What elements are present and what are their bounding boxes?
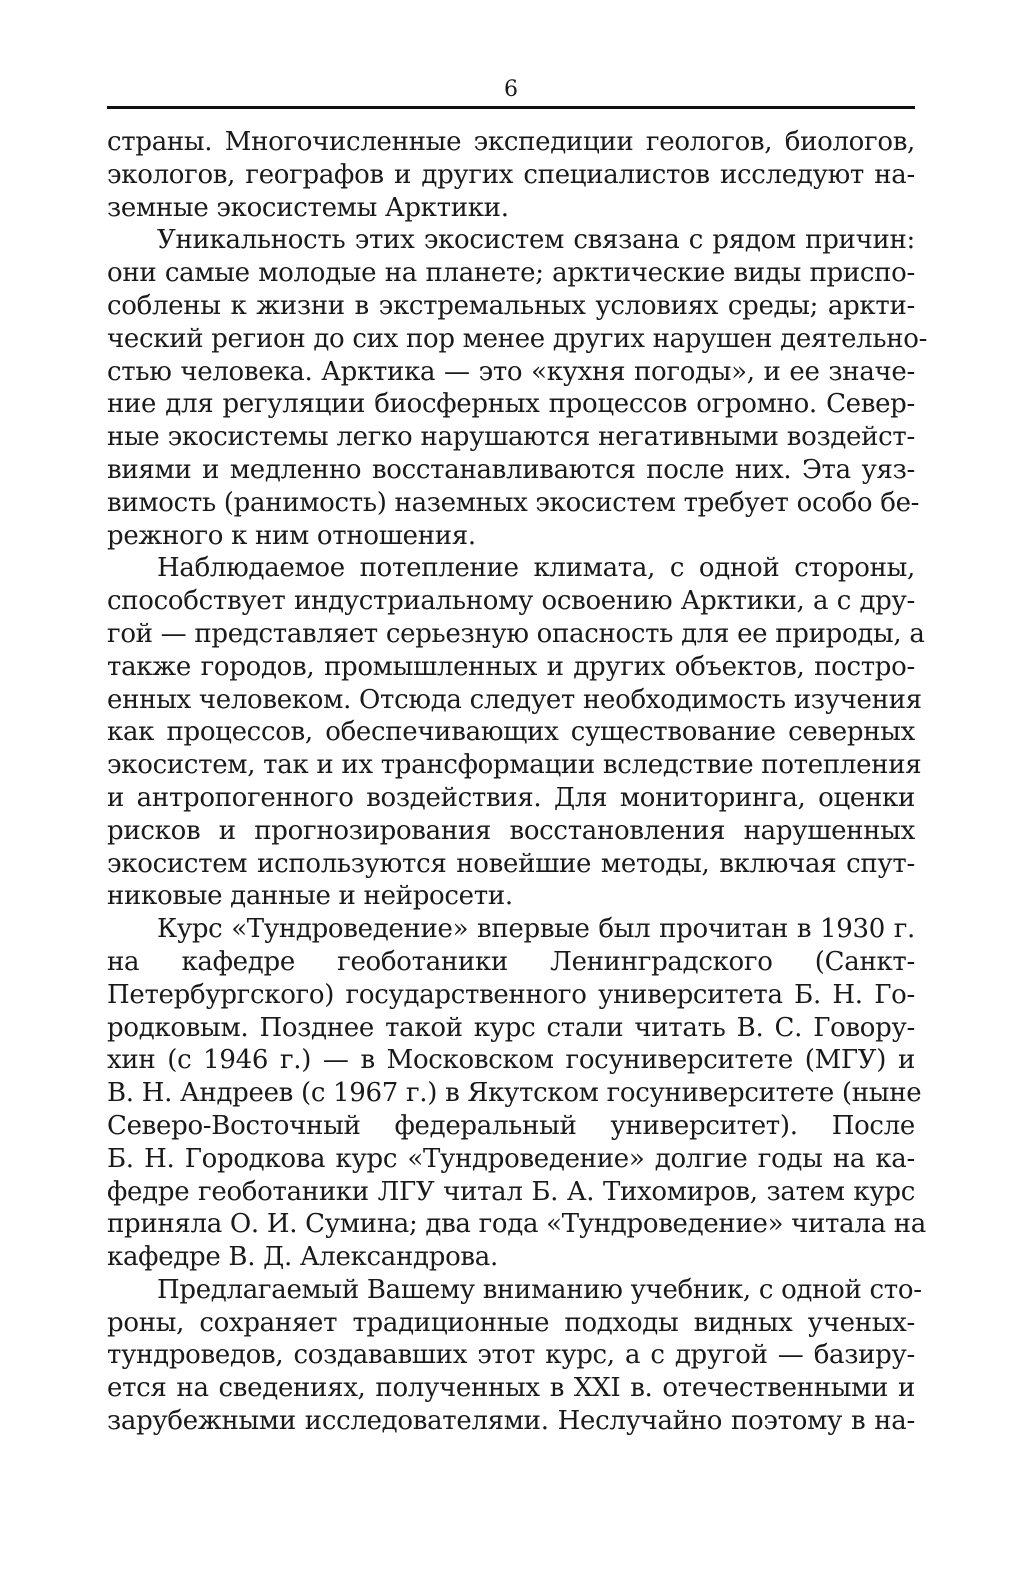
text-line: гой — представляет серьезную опасность для ее природы, а xyxy=(107,618,925,649)
text-line: на кафедре геоботаники Ленинградского (Санкт- xyxy=(107,946,915,977)
text-line: экосистем, так и их трансформации вследствие потепления xyxy=(107,750,922,781)
text-line: способствует индустриальному освоению Арктики, а с дру- xyxy=(107,586,915,617)
text-line: Б. Н. Городкова курс «Тундроведение» долгие годы на ка- xyxy=(107,1143,915,1174)
text-line: соблены к жизни в экстремальных условиях среды; аркти- xyxy=(107,290,915,321)
text-line: и антропогенного воздействия. Для мониторинга, оценки xyxy=(107,782,915,813)
text-line: роны, сохраняет традиционные подходы видных ученых- xyxy=(107,1307,915,1338)
text-line: стью человека. Арктика — это «кухня погоды», и ее значе- xyxy=(107,356,915,387)
text-line: приняла О. И. Сумина; два года «Тундроведение» читала на xyxy=(107,1209,926,1240)
text-line: Курс «Тундроведение» впервые был прочитан в 1930 г. xyxy=(157,914,915,945)
text-line: виями и медленно восстанавливаются после них. Эта уяз- xyxy=(107,454,915,485)
text-line: ческий регион до сих пор менее других нарушен деятельно- xyxy=(107,323,928,354)
paragraph-5 xyxy=(107,1274,922,1438)
text-line: В. Н. Андреев (с 1967 г.) в Якутском госуниверситете (ныне xyxy=(107,1078,922,1109)
text-line: ется на сведениях, полученных в XXI в. отечественными и xyxy=(107,1373,915,1404)
book-page xyxy=(107,75,928,1438)
text-line: родковым. Позднее такой курс стали читать В. С. Говору- xyxy=(107,1012,915,1043)
body-text xyxy=(107,126,928,1438)
text-line: земные экосистемы Арктики. xyxy=(107,192,509,223)
text-line: рисков и прогнозирования восстановления нарушенных xyxy=(107,815,915,846)
text-line: экологов, географов и других специалистов исследуют на- xyxy=(107,159,915,190)
text-line: федре геоботаники ЛГУ читал Б. А. Тихомиров, затем курс xyxy=(107,1176,915,1207)
text-line: тундроведов, создававших этот курс, а с другой — базиру- xyxy=(107,1340,915,1371)
text-line: кафедре В. Д. Александрова. xyxy=(107,1242,498,1273)
text-line: енных человеком. Отсюда следует необходимость изучения xyxy=(107,684,922,715)
text-line: Петербургского) государственного университета Б. Н. Го- xyxy=(107,979,915,1010)
text-line: Наблюдаемое потепление климата, с одной стороны, xyxy=(157,553,915,584)
text-line: вимость (ранимость) наземных экосистем требует особо бе- xyxy=(107,487,920,518)
text-line: Северо-Восточный федеральный университет). После xyxy=(107,1110,915,1141)
text-line: зарубежными исследователями. Неслучайно поэтому в на- xyxy=(107,1406,915,1437)
text-line: страны. Многочисленные экспедиции геологов, биологов, xyxy=(107,127,915,157)
text-line: Уникальность этих экосистем связана с рядом причин: xyxy=(157,225,915,256)
text-line: режного к ним отношения. xyxy=(107,520,476,551)
text-line: экосистем используются новейшие методы, включая спут- xyxy=(107,848,915,879)
text-line: ние для регуляции биосферных процессов огромно. Север- xyxy=(107,389,915,420)
text-line: никовые данные и нейросети. xyxy=(107,881,513,912)
header-rule xyxy=(107,106,915,109)
text-line: Предлагаемый Вашему вниманию учебник, с одной сто- xyxy=(157,1274,922,1305)
page-number: 6 xyxy=(504,77,518,102)
text-line: они самые молодые на планете; арктические виды приспо- xyxy=(107,258,915,289)
text-line: как процессов, обеспечивающих существование северных xyxy=(107,717,915,748)
text-line: также городов, промышленных и других объектов, постро- xyxy=(107,651,915,682)
paragraph-4 xyxy=(107,913,926,1274)
paragraph-2 xyxy=(107,224,928,552)
text-line: ные экосистемы легко нарушаются негативными воздейст- xyxy=(107,422,915,453)
text-line: хин (с 1946 г.) — в Московском госуниверситете (МГУ) и xyxy=(107,1045,915,1076)
paragraph-1 xyxy=(107,126,915,224)
paragraph-3 xyxy=(107,552,925,913)
